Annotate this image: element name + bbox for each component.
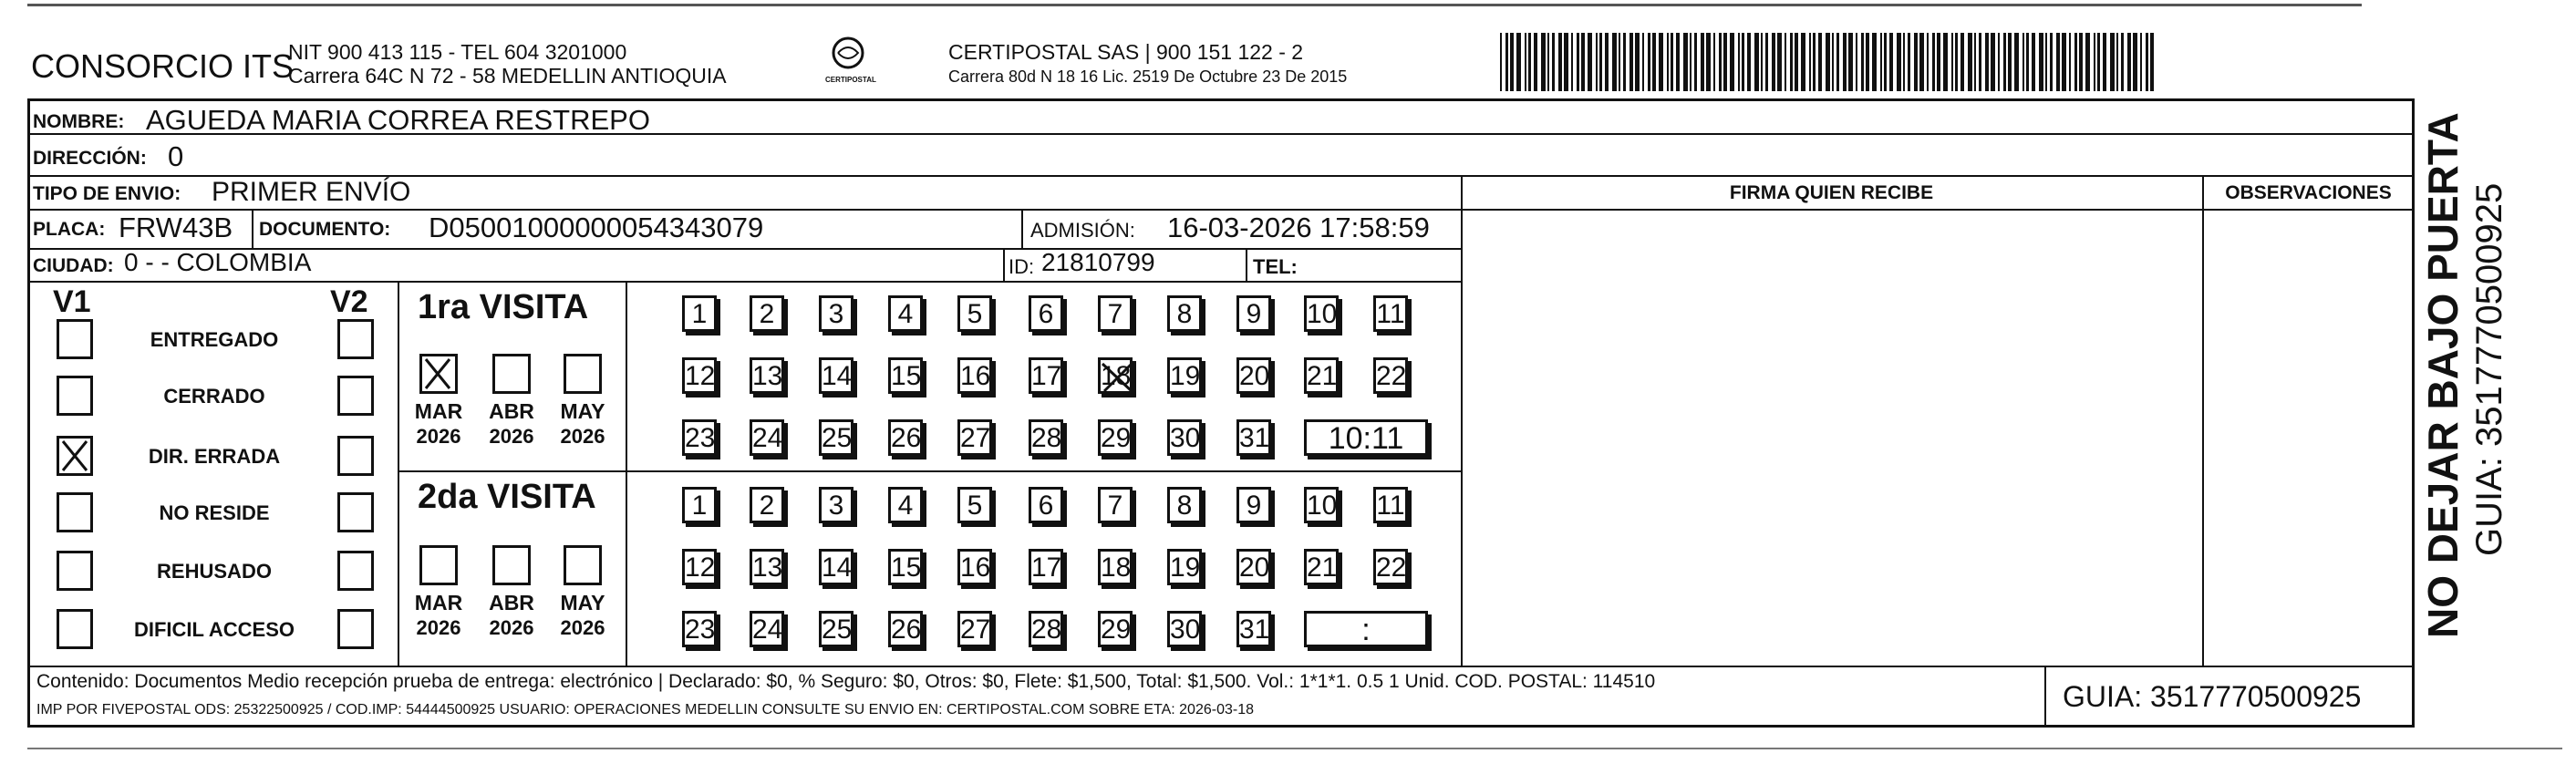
carrier-line: CERTIPOSTAL SAS | 900 151 122 - 2: [948, 40, 1304, 64]
visit1-day-box[interactable]: 22: [1373, 357, 1408, 394]
barcode-bar: [1719, 33, 1722, 91]
barcode-bar: [1525, 33, 1526, 91]
barcode-bar: [1813, 33, 1816, 91]
v2-checkbox[interactable]: [337, 436, 374, 476]
visit1-title: 1ra VISITA: [418, 288, 589, 326]
v1-header: V1: [53, 284, 91, 319]
barcode-bar: [1747, 33, 1751, 91]
status-label: DIFICIL ACCESO: [133, 618, 295, 641]
visit2-month-label: MAR: [414, 591, 463, 614]
barcode-bar: [1790, 33, 1793, 91]
visit1-day-box[interactable]: 21: [1304, 357, 1339, 394]
barcode-bar: [1919, 33, 1924, 91]
signature-area[interactable]: [1463, 210, 2201, 664]
side-guia: GUIA: 3517770500925: [2469, 182, 2509, 556]
barcode-bar: [1659, 33, 1663, 91]
visit2-day-box[interactable]: 19: [1167, 549, 1202, 585]
visit1-day-box[interactable]: 1: [682, 295, 717, 332]
visit2-day-box[interactable]: 10: [1304, 487, 1339, 523]
barcode-bar: [1985, 33, 1989, 91]
barcode-bar: [1856, 33, 1857, 91]
barcode-bar: [2094, 33, 2095, 91]
visit1-day-box[interactable]: 16: [957, 357, 992, 394]
visit1-day-box[interactable]: 2: [750, 295, 784, 332]
barcode-bar: [1510, 33, 1514, 91]
nit-line: NIT 900 413 115 - TEL 604 3201000: [288, 40, 627, 64]
barcode-bar: [1552, 33, 1555, 91]
barcode-bar: [1667, 33, 1669, 91]
visit1-day-box[interactable]: 31: [1236, 419, 1271, 456]
observations-header: OBSERVACIONES: [2225, 182, 2392, 203]
v1-checkbox[interactable]: [57, 376, 93, 416]
barcode-bar: [2121, 33, 2124, 91]
visit1-day-box[interactable]: 15: [888, 357, 923, 394]
barcode-bar: [2062, 33, 2066, 91]
barcode: [1500, 33, 2157, 91]
visit2-year-label: 2026: [416, 616, 461, 639]
visit1-day-box[interactable]: 25: [819, 419, 853, 456]
barcode-bar: [2039, 33, 2043, 91]
barcode-bar: [1884, 33, 1887, 91]
observations-area[interactable]: [2204, 210, 2413, 664]
visit1-day-box[interactable]: 18: [1098, 357, 1133, 394]
v2-checkbox[interactable]: [337, 551, 374, 591]
visit1-day-box[interactable]: 10: [1304, 295, 1339, 332]
barcode-bar: [1960, 33, 1964, 91]
visit2-year-label: 2026: [489, 616, 534, 639]
visit2-day-box[interactable]: 26: [888, 611, 923, 647]
barcode-bar: [2026, 33, 2029, 91]
visit2-month-box[interactable]: [564, 545, 602, 585]
barcode-bar: [1558, 33, 1562, 91]
barcode-bar: [1541, 33, 1546, 91]
barcode-bar: [1730, 33, 1734, 91]
visit1-day-box[interactable]: 29: [1098, 419, 1133, 456]
status-column-right: [398, 281, 399, 666]
company-name: CONSORCIO ITS: [31, 47, 295, 85]
barcode-bar: [1738, 33, 1740, 91]
barcode-bar: [1581, 33, 1585, 91]
barcode-bar: [1908, 33, 1910, 91]
barcode-bar: [1642, 33, 1644, 91]
barcode-bar: [1765, 33, 1768, 91]
visit2-day-box[interactable]: 17: [1029, 549, 1063, 585]
barcode-bar: [1777, 33, 1782, 91]
status-label: REHUSADO: [157, 560, 272, 583]
doc-value: D05001000000054343079: [429, 212, 764, 243]
doc-label: DOCUMENTO:: [259, 219, 391, 240]
barcode-bar: [1612, 33, 1617, 91]
barcode-bar: [1772, 33, 1775, 91]
barcode-bar: [1795, 33, 1798, 91]
barcode-bar: [1979, 33, 1981, 91]
address-value: 0: [168, 140, 184, 172]
v1-checkbox[interactable]: [57, 492, 93, 532]
barcode-bar: [2116, 33, 2118, 91]
visit2-day-box[interactable]: 13: [750, 549, 784, 585]
barcode-bar: [1914, 33, 1918, 91]
visit2-day-box[interactable]: 9: [1236, 487, 1271, 523]
barcode-bar: [1534, 33, 1537, 91]
id-value: 21810799: [1041, 248, 1155, 276]
barcode-bar: [1505, 33, 1508, 91]
barcode-bar: [1605, 33, 1609, 91]
visit1-day-box[interactable]: 17: [1029, 357, 1063, 394]
plate-label: PLACA:: [33, 219, 106, 240]
visit1-day-box[interactable]: 11: [1373, 295, 1408, 332]
imp-line: IMP POR FIVEPOSTAL ODS: 25322500925 / COD.IMP: 54444500925 USUARIO: OPERACIONES MEDELLIN CONSULTE SU ENVIO EN: CERTIPOSTAL.COM SOBRE ETA: 2026-03-18: [36, 702, 1254, 718]
barcode-bar: [1623, 33, 1626, 91]
barcode-bar: [1671, 33, 1673, 91]
barcode-bar: [1629, 33, 1633, 91]
visit2-day-box[interactable]: 21: [1304, 549, 1339, 585]
city-label: CIUDAD:: [33, 255, 114, 276]
barcode-bar: [2023, 33, 2024, 91]
visit2-day-box[interactable]: 14: [819, 549, 853, 585]
v2-header: V2: [330, 284, 368, 319]
barcode-bar: [1785, 33, 1786, 91]
barcode-bar: [1683, 33, 1688, 91]
barcode-bar: [2097, 33, 2100, 91]
visit2-day-box[interactable]: 16: [957, 549, 992, 585]
cell-divider: [1246, 248, 1247, 281]
visit2-time-box[interactable]: :: [1304, 611, 1428, 647]
row-divider: [27, 281, 1461, 283]
barcode-bar: [1742, 33, 1744, 91]
barcode-bar: [1927, 33, 1929, 91]
barcode-bar: [1652, 33, 1656, 91]
barcode-bar: [1872, 33, 1877, 91]
barcode-bar: [1848, 33, 1853, 91]
barcode-bar: [2056, 33, 2060, 91]
visit1-day-box[interactable]: 7: [1098, 295, 1133, 332]
visit2-day-box[interactable]: 18: [1098, 549, 1133, 585]
barcode-bar: [2110, 33, 2115, 91]
visit2-day-box[interactable]: 4: [888, 487, 923, 523]
visit2-month-box[interactable]: [419, 545, 458, 585]
barcode-bar: [1897, 33, 1901, 91]
visit1-day-box[interactable]: 27: [957, 419, 992, 456]
barcode-bar: [2050, 33, 2053, 91]
v2-checkbox[interactable]: [337, 609, 374, 649]
status-label: CERRADO: [163, 385, 265, 408]
barcode-bar: [1801, 33, 1805, 91]
barcode-bar: [1836, 33, 1839, 91]
visit1-month-label: MAY: [560, 399, 605, 423]
visit2-month-box[interactable]: [492, 545, 531, 585]
barcode-bar: [1974, 33, 1976, 91]
v2-checkbox[interactable]: [337, 492, 374, 532]
visit2-day-box[interactable]: 23: [682, 611, 717, 647]
barcode-bar: [2146, 33, 2148, 91]
visit2-day-box[interactable]: 5: [957, 487, 992, 523]
barcode-bar: [1547, 33, 1549, 91]
name-label: NOMBRE:: [33, 111, 125, 132]
barcode-bar: [1932, 33, 1935, 91]
barcode-bar: [2140, 33, 2142, 91]
visit1-day-box[interactable]: 5: [957, 295, 992, 332]
barcode-bar: [1951, 33, 1953, 91]
visit2-day-box[interactable]: 27: [957, 611, 992, 647]
barcode-bar: [1903, 33, 1905, 91]
visit1-day-box[interactable]: 3: [819, 295, 853, 332]
barcode-bar: [1635, 33, 1640, 91]
admission-value: 16-03-2026 17:58:59: [1167, 212, 1430, 243]
barcode-bar: [1943, 33, 1948, 91]
visit1-year-label: 2026: [489, 425, 534, 448]
barcode-bar: [1676, 33, 1680, 91]
barcode-bar: [2008, 33, 2012, 91]
barcode-bar: [2127, 33, 2131, 91]
barcode-bar: [1599, 33, 1602, 91]
barcode-bar: [1690, 33, 1691, 91]
v1-checkbox[interactable]: [57, 551, 93, 591]
v1-checkbox[interactable]: [57, 319, 93, 359]
barcode-bar: [1818, 33, 1822, 91]
barcode-bar: [1648, 33, 1650, 91]
barcode-bar: [2032, 33, 2035, 91]
barcode-bar: [2150, 33, 2154, 91]
visit1-day-box[interactable]: 30: [1167, 419, 1202, 456]
barcode-bar: [1754, 33, 1759, 91]
barcode-bar: [1588, 33, 1592, 91]
visit2-day-box[interactable]: 12: [682, 549, 717, 585]
visit1-year-label: 2026: [560, 425, 605, 448]
barcode-bar: [2085, 33, 2090, 91]
plate-value: FRW43B: [119, 212, 233, 243]
barcode-bar: [1861, 33, 1864, 91]
visit2-day-box[interactable]: 29: [1098, 611, 1133, 647]
v2-checkbox[interactable]: [337, 319, 374, 359]
tel-label: TEL:: [1253, 255, 1298, 278]
barcode-bar: [1761, 33, 1763, 91]
visit1-day-box[interactable]: 26: [888, 419, 923, 456]
day-strike-mark: [1101, 360, 1133, 403]
visit2-day-box[interactable]: 30: [1167, 611, 1202, 647]
barcode-bar: [1991, 33, 1995, 91]
carrier-address: Carrera 80d N 18 16 Lic. 2519 De Octubre 23 De 2015: [948, 67, 1348, 86]
visit1-day-box[interactable]: 8: [1167, 295, 1202, 332]
visit1-day-box[interactable]: 23: [682, 419, 717, 456]
visit2-day-box[interactable]: 7: [1098, 487, 1133, 523]
visit1-day-box[interactable]: 12: [682, 357, 717, 394]
barcode-bar: [2074, 33, 2077, 91]
name-value: AGUEDA MARIA CORREA RESTREPO: [146, 104, 650, 136]
visit2-day-box[interactable]: 24: [750, 611, 784, 647]
cell-divider: [252, 209, 253, 248]
visit-divider: [398, 470, 1461, 472]
visit1-day-box[interactable]: 19: [1167, 357, 1202, 394]
visit1-day-box[interactable]: 9: [1236, 295, 1271, 332]
visit2-day-box[interactable]: 20: [1236, 549, 1271, 585]
logo-caption: CERTIPOSTAL: [825, 76, 876, 84]
visit2-day-box[interactable]: 11: [1373, 487, 1408, 523]
barcode-bar: [1706, 33, 1711, 91]
barcode-bar: [1832, 33, 1834, 91]
status-label: ENTREGADO: [150, 328, 279, 351]
visit1-year-label: 2026: [416, 425, 461, 448]
barcode-bar: [1723, 33, 1727, 91]
status-label: DIR. ERRADA: [148, 445, 281, 468]
barcode-bar: [1564, 33, 1568, 91]
status-label: NO RESIDE: [159, 501, 270, 524]
barcode-bar: [2003, 33, 2006, 91]
content-line: Contenido: Documentos Medio recepción prueba de entrega: electrónico | Declarado: $0, % Seguro: $0, Otros: $0, Flete: $1,500, Total: $1,500. Vol.: 1*1*1. 0.5 1 Unid. COD. POSTAL: 114510: [36, 671, 1656, 692]
barcode-bar: [1866, 33, 1869, 91]
visit2-day-box[interactable]: 8: [1167, 487, 1202, 523]
visit2-month-label: ABR: [489, 591, 534, 614]
barcode-bar: [2103, 33, 2106, 91]
footer-guia-divider: [2044, 666, 2046, 728]
barcode-bar: [2014, 33, 2019, 91]
address-label: DIRECCIÓN:: [33, 148, 147, 169]
barcode-bar: [2045, 33, 2047, 91]
address-line: Carrera 64C N 72 - 58 MEDELLIN ANTIOQUIA: [288, 64, 727, 88]
barcode-bar: [1500, 33, 1502, 91]
barcode-bar: [2079, 33, 2083, 91]
v1-checkbox[interactable]: [57, 609, 93, 649]
cell-divider: [1021, 209, 1023, 248]
barcode-bar: [1713, 33, 1715, 91]
visit1-time-box[interactable]: 10:11: [1304, 419, 1428, 456]
signature-header: FIRMA QUIEN RECIBE: [1729, 182, 1934, 203]
ship-type-value: PRIMER ENVÍO: [212, 177, 411, 207]
barcode-bar: [1880, 33, 1882, 91]
barcode-bar: [1596, 33, 1598, 91]
barcode-bar: [1701, 33, 1704, 91]
row-divider: [27, 209, 1461, 211]
visit2-day-box[interactable]: 22: [1373, 549, 1408, 585]
visit1-day-box[interactable]: 6: [1029, 295, 1063, 332]
id-label: ID:: [1009, 255, 1035, 278]
city-value: 0 - - COLOMBIA: [124, 248, 312, 276]
visit1-day-box[interactable]: 4: [888, 295, 923, 332]
footer-divider: [27, 666, 2415, 667]
barcode-bar: [1843, 33, 1847, 91]
visit1-month-label: MAR: [414, 399, 463, 423]
visit2-day-box[interactable]: 1: [682, 487, 717, 523]
months-column-right: [626, 281, 627, 666]
v1-checkbox[interactable]: [57, 436, 93, 476]
visit2-day-box[interactable]: 2: [750, 487, 784, 523]
visit1-day-box[interactable]: 24: [750, 419, 784, 456]
visit2-day-box[interactable]: 25: [819, 611, 853, 647]
barcode-bar: [1889, 33, 1893, 91]
visit2-day-box[interactable]: 28: [1029, 611, 1063, 647]
visit2-day-box[interactable]: 3: [819, 487, 853, 523]
visit2-title: 2da VISITA: [418, 478, 596, 516]
visit2-day-box[interactable]: 31: [1236, 611, 1271, 647]
visit1-day-box[interactable]: 14: [819, 357, 853, 394]
certipostal-logo: [825, 35, 876, 89]
visit1-day-box[interactable]: 13: [750, 357, 784, 394]
barcode-bar: [2133, 33, 2137, 91]
visit1-month-box[interactable]: [492, 354, 531, 394]
visit1-month-box[interactable]: [419, 354, 458, 394]
visit2-month-label: MAY: [560, 591, 605, 614]
ship-type-label: TIPO DE ENVIO:: [33, 183, 181, 204]
visit1-month-label: ABR: [489, 399, 534, 423]
barcode-bar: [2069, 33, 2071, 91]
visit1-day-box[interactable]: 20: [1236, 357, 1271, 394]
visit1-month-box[interactable]: [564, 354, 602, 394]
barcode-bar: [1694, 33, 1697, 91]
barcode-bar: [1619, 33, 1620, 91]
barcode-bar: [1826, 33, 1830, 91]
barcode-bar: [1937, 33, 1940, 91]
footer-guia: GUIA: 3517770500925: [2063, 680, 2362, 713]
top-border: [27, 4, 2362, 6]
bottom-border: [27, 748, 2562, 749]
side-warning: NO DEJAR BAJO PUERTA: [2419, 112, 2467, 638]
v2-checkbox[interactable]: [337, 376, 374, 416]
visit2-year-label: 2026: [560, 616, 605, 639]
visit2-day-box[interactable]: 15: [888, 549, 923, 585]
barcode-bar: [1955, 33, 1958, 91]
visit1-day-box[interactable]: 28: [1029, 419, 1063, 456]
barcode-bar: [1968, 33, 1972, 91]
barcode-bar: [1998, 33, 2000, 91]
visit2-day-box[interactable]: 6: [1029, 487, 1063, 523]
barcode-bar: [1571, 33, 1573, 91]
barcode-bar: [1516, 33, 1521, 91]
barcode-bar: [1809, 33, 1811, 91]
cell-divider: [1003, 248, 1005, 281]
barcode-bar: [1528, 33, 1531, 91]
admission-label: ADMISIÓN:: [1030, 219, 1135, 242]
barcode-bar: [1577, 33, 1579, 91]
